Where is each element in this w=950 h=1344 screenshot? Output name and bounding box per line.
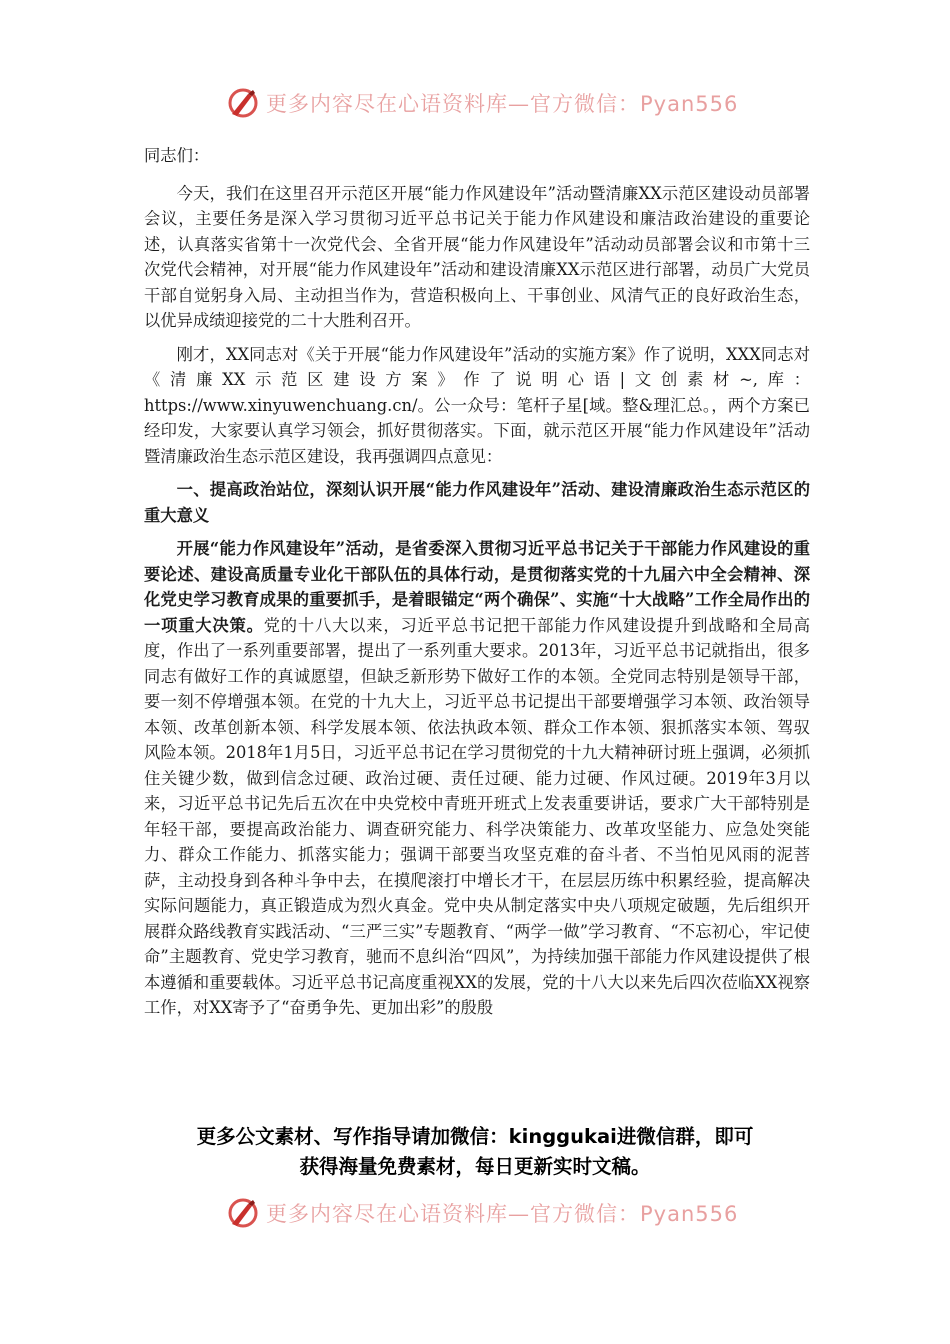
brush-logo-icon — [226, 86, 260, 120]
section-heading-1: 一、提高政治站位，深刻认识开展“能力作风建设年”活动、建设清廉政治生态示范区的重大意义 — [144, 480, 810, 525]
paragraph-3-body: 党的十八大以来，习近平总书记把干部能力作风建设提升到战略和全局高度，作出了一系列重要部署，提出了一系列重大要求。2013年，习近平总书记就指出，很多同志有做好工作的真诚愿望，但缺乏新形势下做好工作的本领。全党同志特别是领导干部，要一刻不停增强本领。在党的十九大上，习近平总书记提出干部要增强学习本领、政治领导本领、改革创新本领、科学发展本领、依法执政本领、群众工作本领、狠抓落实本领、驾驭风险本领。2018年1月5日，习近平总书记在学习贯彻党的十九大精神研讨班上强调，必须抓住关键少数，做到信念过硬、政治过硬、责任过硬、能力过硬、作风过硬。2019年3月以来，习近平总书记先后五次在中央党校中青班开班式上发表重要讲话，要求广大干部特别是年轻干部，要提高政治能力、调查研究能力、科学决策能力、改革攻坚能力、应急处突能力、群众工作能力、抓落实能力；强调干部要当攻坚克难的奋斗者、不当怕见风雨的泥菩萨，主动投身到各种斗争中去，在摸爬滚打中增长才干，在层层历练中积累经验，提高解决实际问题能力，真正锻造成为烈火真金。党中央从制定落实中央八项规定破题，先后组织开展群众路线教育实践活动、“三严三实”专题教育、“两学一做”学习教育、“不忘初心，牢记使命”主题教育、党史学习教育，驰而不息纠治“四风”，为持续加强干部能力作风建设提供了根本遵循和重要载体。习近平总书记高度重视XX的发展，党的十八大以来先后四次莅临XX视察工作，对XX寄予了“奋勇争先、更加出彩”的殷殷 — [144, 615, 810, 1017]
document-body — [144, 143, 810, 1029]
watermark-header — [226, 86, 746, 120]
promo-banner — [130, 1122, 820, 1182]
watermark-footer — [226, 1196, 746, 1230]
paragraph-1: 今天，我们在这里召开示范区开展“能力作风建设年”活动暨清廉XX示范区建设动员部署会议，主要任务是深入学习贯彻习近平总书记关于能力作风建设和廉洁政治建设的重要论述，认真落实省第十一次党代会、全省开展“能力作风建设年”活动动员部署会议和市第十三次党代会精神，对开展“能力作风建设年”活动和建设清廉XX示范区进行部署，动员广大党员干部自觉躬身入局、主动担当作为，营造积极向上、干事创业、风清气正的良好政治生态，以优异成绩迎接党的二十大胜利召开。 — [144, 183, 810, 330]
brush-logo-icon — [226, 1196, 260, 1230]
watermark-text: 更多内容尽在心语资料库—官方微信：Pyan556 — [266, 92, 739, 116]
paragraph-3-lead: 开展“能力作风建设年”活动，是省委深入贯彻习近平总书记关于干部能力作风建设的重要论述、建设高质量专业化干部队伍的具体行动，是贯彻落实党的十九届六中全会精神、深化党史学习教育成果的重要抓手，是着眼锚定“两个确保”、实施“十大战略”工作全局作出的一项重大决策。 — [144, 539, 810, 635]
watermark-text: 更多内容尽在心语资料库—官方微信：Pyan556 — [266, 1202, 739, 1226]
promo-line-1: 更多公文素材、写作指导请加微信：kinggukai进微信群，即可 — [196, 1125, 754, 1148]
salutation: 同志们： — [144, 146, 210, 165]
paragraph-2: 刚才，XX同志对《关于开展“能力作风建设年”活动的实施方案》作了说明，XXX同志对《清廉XX示范区建设方案》作了说明心语|文创素材~,库：https://www.xinyuwenchuang.cn/。公一众号：笔杆子星[域。整&理汇总。，两个方案已经印发，大家要认真学习领会，抓好贯彻落实。下面，就示范区开展“能力作风建设年”活动暨清廉政治生态示范区建设，我再强调四点意见： — [144, 344, 810, 466]
paragraph-3 — [144, 536, 810, 1021]
promo-line-2: 获得海量免费素材，每日更新实时文稿。 — [299, 1155, 651, 1178]
